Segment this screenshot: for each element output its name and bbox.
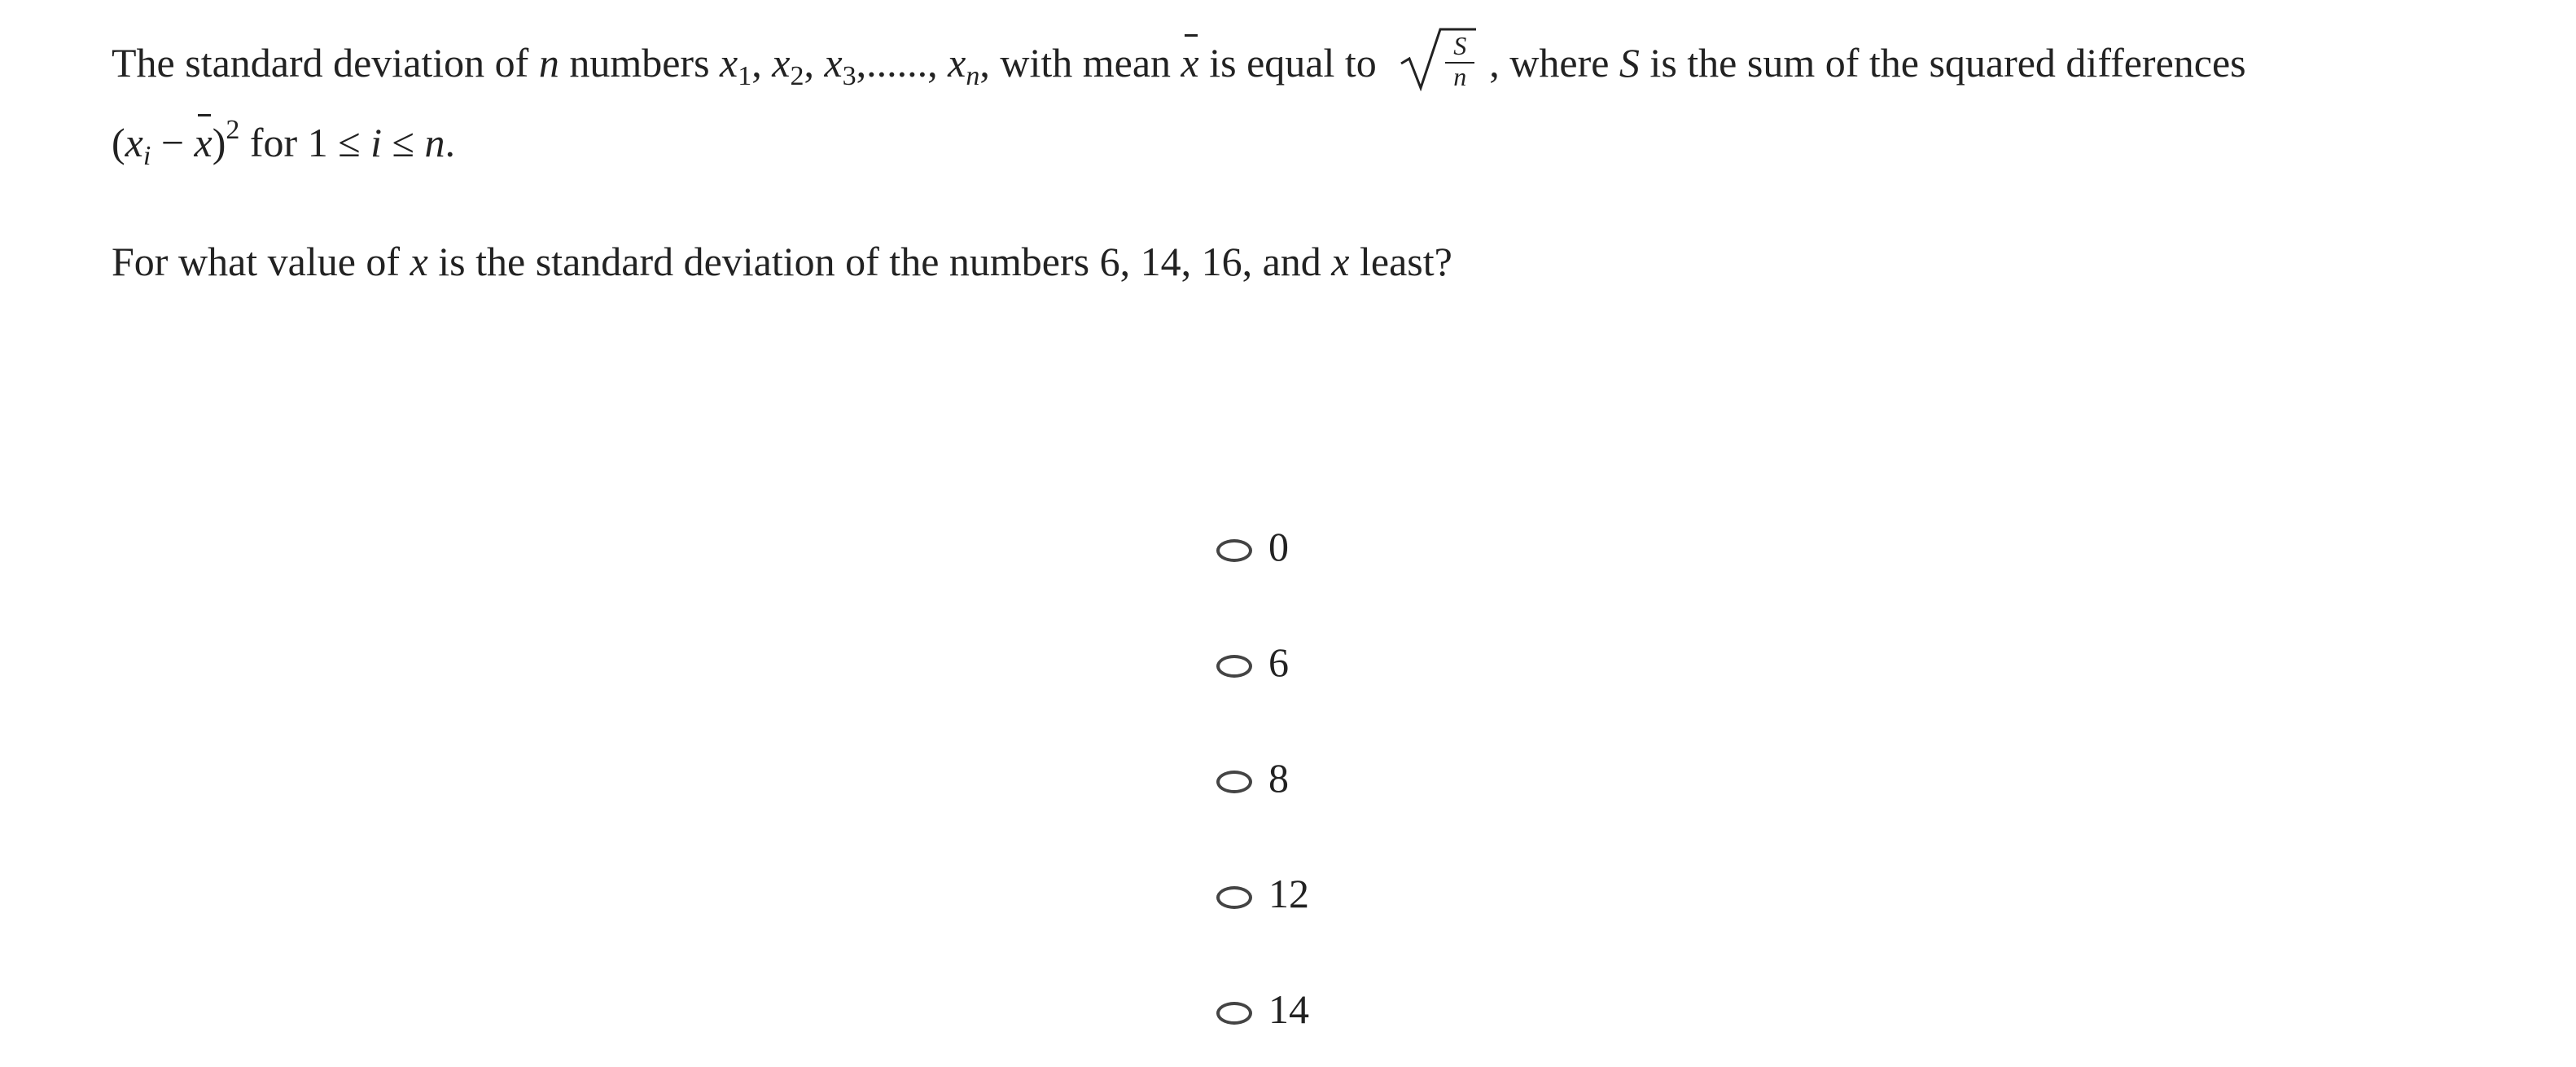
math-i: i <box>370 120 383 165</box>
math-x-bar: x <box>1181 23 1199 103</box>
choice-label: 0 <box>1268 524 1289 569</box>
math-xn: x <box>948 40 966 86</box>
math-n: n <box>538 40 559 86</box>
math-x-bar: x <box>195 103 212 182</box>
subscript-i: i <box>142 141 151 171</box>
choice-8[interactable] <box>1216 720 1309 836</box>
radio-button-icon[interactable] <box>1216 771 1252 793</box>
subscript-2: 2 <box>790 61 804 91</box>
math-one: 1 <box>307 120 328 165</box>
radio-button-icon[interactable] <box>1216 886 1252 909</box>
number-list: 6, 14, 16, <box>1099 239 1253 284</box>
period: . <box>445 120 455 165</box>
choice-0[interactable] <box>1216 489 1309 604</box>
choice-6[interactable] <box>1216 604 1309 720</box>
math-x2: x <box>772 40 791 86</box>
math-S: S <box>1619 40 1640 86</box>
less-equal-sign: ≤ <box>382 120 425 165</box>
radio-button-icon[interactable] <box>1216 1002 1252 1025</box>
prompt-fragment: and <box>1252 239 1332 284</box>
prompt-fragment: is the standard deviation of the numbers <box>427 239 1100 284</box>
paren-open: ( <box>112 120 125 165</box>
comma: , <box>804 40 825 86</box>
choice-14[interactable] <box>1216 951 1309 1067</box>
question-fragment: , with mean <box>979 40 1181 86</box>
comma: , <box>751 40 773 86</box>
choice-label: 8 <box>1268 755 1289 801</box>
paren-close: ) <box>212 120 226 165</box>
subscript-3: 3 <box>842 61 856 91</box>
question-fragment: is the sum of the squared differences <box>1639 40 2246 86</box>
subscript-1: 1 <box>738 61 752 91</box>
math-xi: x <box>125 120 143 165</box>
question-text <box>112 23 2473 182</box>
math-x3: x <box>824 40 843 86</box>
prompt-fragment: least? <box>1349 239 1452 284</box>
radio-button-icon[interactable] <box>1216 539 1252 562</box>
prompt-fragment: For what value of <box>112 239 410 284</box>
superscript-2: 2 <box>226 115 240 145</box>
choice-12[interactable] <box>1216 836 1309 951</box>
minus-sign: − <box>151 120 195 165</box>
math-x: x <box>1331 239 1350 284</box>
sqrt-s-over-n <box>1400 26 1478 91</box>
fraction-denominator: n <box>1453 62 1467 91</box>
math-n: n <box>424 120 445 165</box>
question-fragment: numbers <box>559 40 721 86</box>
choice-label: 12 <box>1268 871 1309 916</box>
question-prompt <box>112 222 1452 301</box>
choice-label: 14 <box>1268 986 1309 1032</box>
math-x1: x <box>720 40 738 86</box>
question-fragment: The standard deviation of <box>112 40 539 86</box>
question-line-2 <box>112 103 2473 182</box>
math-x: x <box>410 239 428 284</box>
choice-label: 6 <box>1268 639 1289 685</box>
question-fragment: , where <box>1489 40 1619 86</box>
radio-button-icon[interactable] <box>1216 655 1252 678</box>
less-equal-sign: ≤ <box>327 120 371 165</box>
ellipsis: ,......, <box>856 40 948 86</box>
fraction-numerator: S <box>1453 31 1467 60</box>
question-fragment: is equal to <box>1198 40 1387 86</box>
subscript-n: n <box>966 61 980 91</box>
answer-choices <box>1216 489 1309 1067</box>
question-line-1 <box>112 23 2473 103</box>
question-fragment: for <box>239 120 308 165</box>
